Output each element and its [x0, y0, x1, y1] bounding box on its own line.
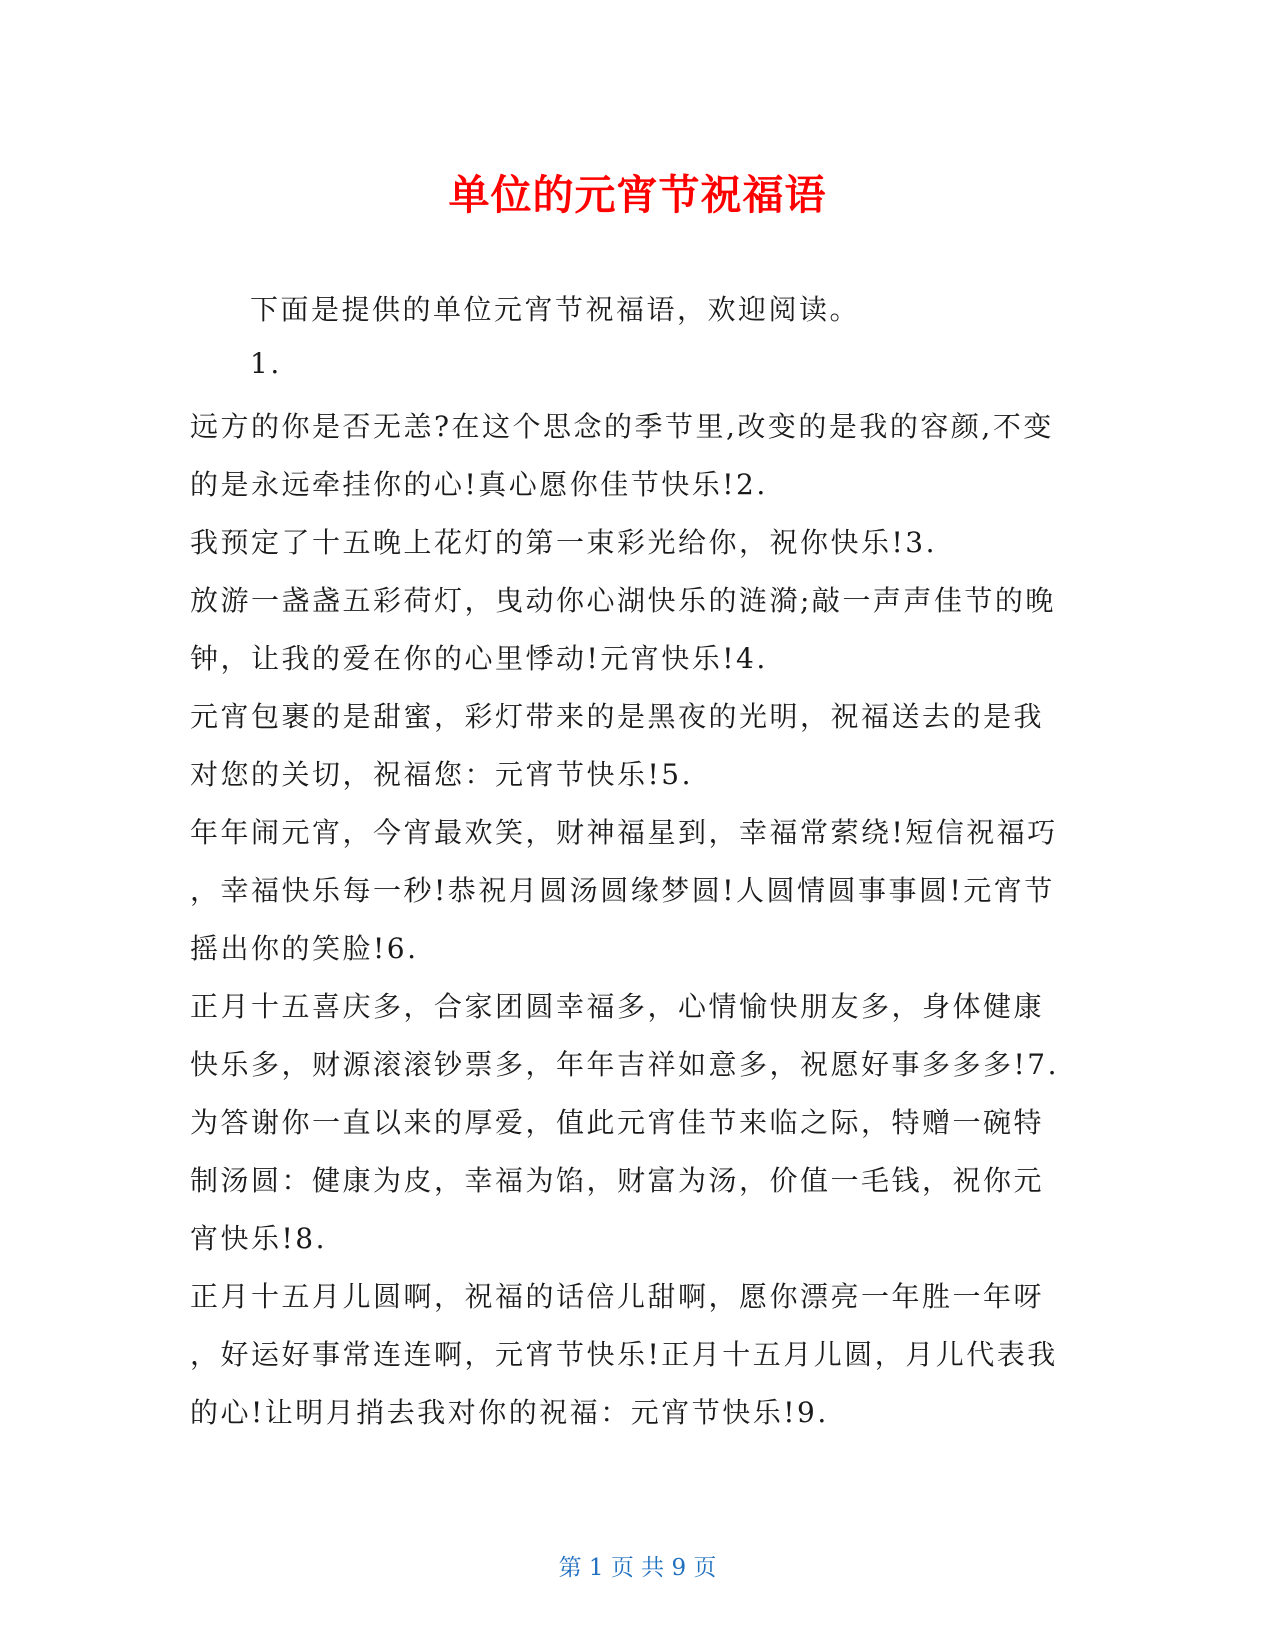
- text-line: 放游一盏盏五彩荷灯，曳动你心湖快乐的涟漪;敲一声声佳节的晚: [190, 584, 1056, 617]
- text-line: 年年闹元宵，今宵最欢笑，财神福星到，幸福常萦绕!短信祝福巧: [190, 816, 1058, 849]
- text-line: 的是永远牵挂你的心!真心愿你佳节快乐!2.: [190, 468, 768, 501]
- text-line: 对您的关切，祝福您：元宵节快乐!5.: [190, 758, 693, 791]
- text-line: 正月十五月儿圆啊，祝福的话倍儿甜啊，愿你漂亮一年胜一年呀: [190, 1280, 1045, 1313]
- text-line: ，幸福快乐每一秒!恭祝月圆汤圆缘梦圆!人圆情圆事事圆!元宵节: [190, 874, 1055, 907]
- document-title: 单位的元宵节祝福语: [448, 171, 827, 219]
- text-line: 宵快乐!8.: [190, 1222, 327, 1255]
- text-line: 元宵包裹的是甜蜜，彩灯带来的是黑夜的光明，祝福送去的是我: [190, 700, 1045, 733]
- list-number: 1.: [250, 347, 282, 380]
- text-line: 远方的你是否无恙?在这个思念的季节里,改变的是我的容颜,不变: [190, 410, 1054, 443]
- text-line: 我预定了十五晚上花灯的第一束彩光给你，祝你快乐!3.: [190, 526, 937, 559]
- text-line: 为答谢你一直以来的厚爱，值此元宵佳节来临之际，特赠一碗特: [190, 1106, 1045, 1139]
- text-line: 摇出你的笑脸!6.: [190, 932, 419, 965]
- text-line: 钟，让我的爱在你的心里悸动!元宵快乐!4.: [190, 642, 768, 675]
- page-footer: 第 1 页 共 9 页: [558, 1555, 717, 1581]
- text-line: 快乐多，财源滚滚钞票多，年年吉祥如意多，祝愿好事多多多!7.: [190, 1048, 1059, 1081]
- text-line: ，好运好事常连连啊，元宵节快乐!正月十五月儿圆，月儿代表我: [190, 1338, 1058, 1371]
- text-line: 的心!让明月捎去我对你的祝福：元宵节快乐!9.: [190, 1396, 829, 1429]
- intro-line: 下面是提供的单位元宵节祝福语，欢迎阅读。: [250, 293, 861, 326]
- text-line: 制汤圆：健康为皮，幸福为馅，财富为汤，价值一毛钱，祝你元: [190, 1164, 1045, 1197]
- text-line: 正月十五喜庆多，合家团圆幸福多，心情愉快朋友多，身体健康: [190, 990, 1045, 1023]
